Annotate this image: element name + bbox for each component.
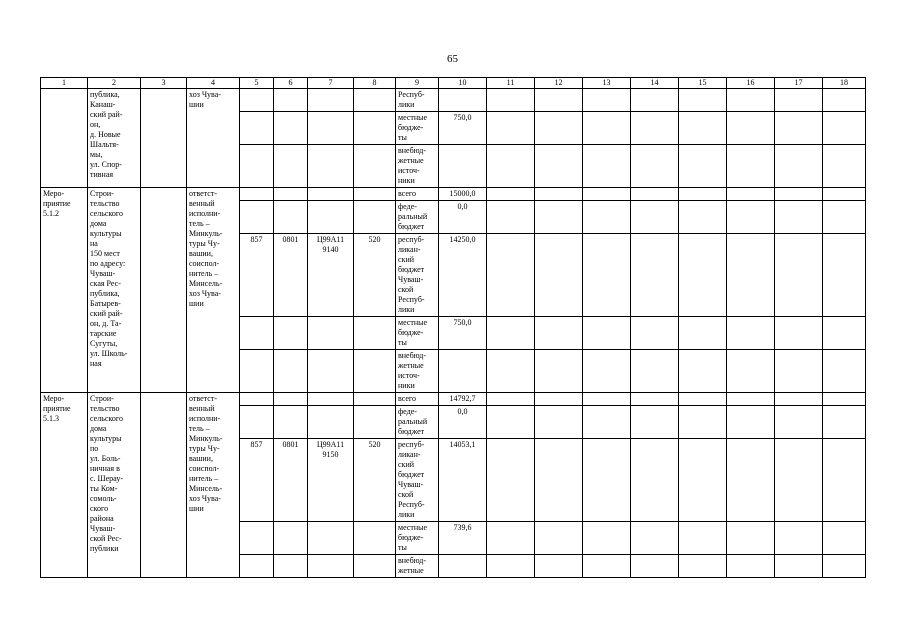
col-header: 4: [187, 78, 240, 89]
col-header: 17: [775, 78, 823, 89]
source-label: феде- ральный бюджет: [396, 406, 439, 439]
table-row: [41, 393, 866, 406]
code-cell: [354, 89, 396, 112]
source-value: [439, 89, 487, 112]
code-cell: [240, 89, 274, 112]
code-cell: [308, 89, 354, 112]
col-header: 13: [583, 78, 631, 89]
col-header: 9: [396, 78, 439, 89]
source-label: внебюд- жетные: [396, 555, 439, 578]
measure-cell: Меро- приятие 5.1.3: [41, 393, 88, 578]
col-header: 3: [141, 78, 187, 89]
source-value: 14053,1: [439, 439, 487, 522]
kbk-section: 0801: [274, 234, 308, 317]
object-cell: Строи- тельство сельского дома культуры по ул. Боль- ничная в с. Шерау- ты Ком- сомоль- ского района Чуваш- ской Рес- публики: [88, 393, 141, 578]
col-header: 18: [823, 78, 866, 89]
kbk-target: Ц99А11 9150: [308, 439, 354, 522]
source-label: респуб- ликан- ский бюджет Чуваш- ской Респуб- лики: [396, 439, 439, 522]
code-cell: [274, 89, 308, 112]
source-label: всего: [396, 393, 439, 406]
col-header: 1: [41, 78, 88, 89]
col-header: 5: [240, 78, 274, 89]
source-value: [439, 145, 487, 188]
kbk-ministry: 857: [240, 234, 274, 317]
executor-cell: ответст- венный исполни- тель – Минкуль- туры Чу- вашии, соиспол- нитель – Минсель- хоз Чува- шии: [187, 188, 240, 393]
kbk-type: 520: [354, 439, 396, 522]
kbk-section: 0801: [274, 439, 308, 522]
source-value: [439, 350, 487, 393]
source-label: внебюд- жетные источ- ники: [396, 350, 439, 393]
source-label: Респуб- лики: [396, 89, 439, 112]
col-header: 7: [308, 78, 354, 89]
source-value: 0,0: [439, 201, 487, 234]
source-value: 750,0: [439, 112, 487, 145]
source-value: 14792,7: [439, 393, 487, 406]
kbk-target: Ц99А11 9140: [308, 234, 354, 317]
col-header: 6: [274, 78, 308, 89]
col-header: 14: [631, 78, 679, 89]
source-label: респуб- ликан- ский бюджет Чуваш- ской Респуб- лики: [396, 234, 439, 317]
empty-cell: [141, 89, 187, 188]
source-value: 14250,0: [439, 234, 487, 317]
executor-cell: хоз Чува- шии: [187, 89, 240, 188]
measure-cell: Меро- приятие 5.1.2: [41, 188, 88, 393]
object-cell: публика, Канаш- ский рай- он, д. Новые Шальтя- мы, ул. Спор- тивная: [88, 89, 141, 188]
measure-cell: [41, 89, 88, 188]
page-number: 65: [447, 53, 458, 65]
col-header: 11: [487, 78, 535, 89]
col-header: 12: [535, 78, 583, 89]
header-row: [41, 78, 866, 89]
source-value: [439, 555, 487, 578]
kbk-type: 520: [354, 234, 396, 317]
source-label: внебюд- жетные источ- ники: [396, 145, 439, 188]
col-header: 16: [727, 78, 775, 89]
empty-cell: [141, 188, 187, 393]
object-cell: Строи- тельство сельского дома культуры на 150 мест по адресу: Чуваш- ская Рес- публика, Батырев- ский рай- он, д. Та- тарские Сугуты, ул. Школь- ная: [88, 188, 141, 393]
source-value: 15000,0: [439, 188, 487, 201]
source-label: феде- ральный бюджет: [396, 201, 439, 234]
program-table: [40, 77, 866, 578]
col-header: 8: [354, 78, 396, 89]
source-value: 739,6: [439, 522, 487, 555]
table-row: [41, 89, 866, 112]
source-value: 0,0: [439, 406, 487, 439]
table-row: [41, 188, 866, 201]
kbk-ministry: 857: [240, 439, 274, 522]
source-label: всего: [396, 188, 439, 201]
empty-cell: [141, 393, 187, 578]
col-header: 15: [679, 78, 727, 89]
source-value: 750,0: [439, 317, 487, 350]
source-label: местные бюдже- ты: [396, 112, 439, 145]
col-header: 2: [88, 78, 141, 89]
source-label: местные бюдже- ты: [396, 522, 439, 555]
col-header: 10: [439, 78, 487, 89]
source-label: местные бюдже- ты: [396, 317, 439, 350]
executor-cell: ответст- венный исполни- тель – Минкуль- туры Чу- вашии, соиспол- нитель – Минсель- хоз Чува- шии: [187, 393, 240, 578]
